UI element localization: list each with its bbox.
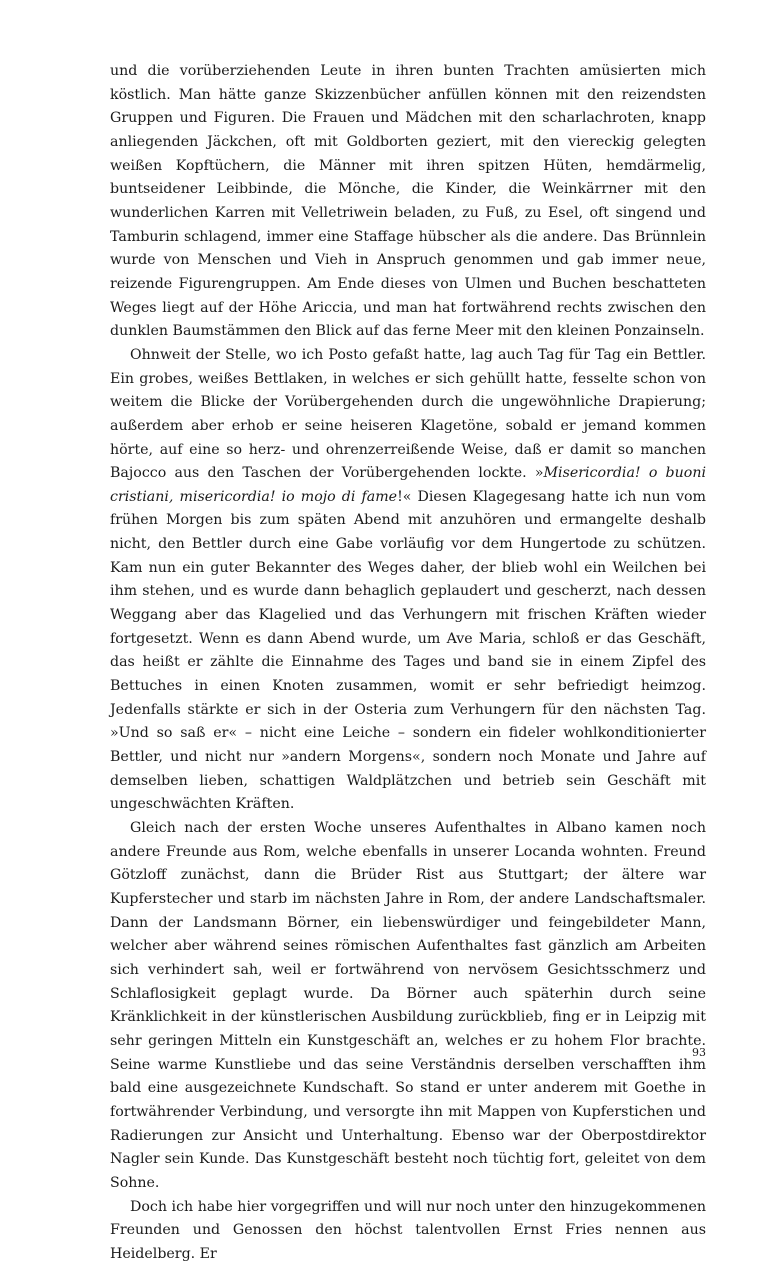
page-number: 93	[660, 1046, 706, 1059]
body-text	[110, 60, 706, 1266]
paragraph-2-text-before: Ohnweit der Stelle, wo ich Posto gefaßt hatte, lag auch Tag für Tag ein Bettler. Ein grobes, weißes Bettlaken, in welches er sich gehüllt hatte, fesselte schon von weitem die Blicke der Vorübergehenden durch die ungewöhnliche Drapierung; außerdem aber erhob er seine heiseren Klagetöne, sobald er jemand kommen hörte, auf eine so herz- und ohrenzerreißende Weise, daß er damit so manchen Bajocco aus den Taschen der Vorübergehenden lockte. »	[110, 347, 706, 481]
paragraph-2	[110, 344, 706, 817]
paragraph-4: Doch ich habe hier vorgegriffen und will nur noch unter den hinzugekommenen Freunden und Genossen den höchst talentvollen Ernst Fries nennen aus Heidelberg. Er	[110, 1196, 706, 1266]
paragraph-1: und die vorüberziehenden Leute in ihren bunten Trachten amüsierten mich köstlich. Man hätte ganze Skizzenbücher anfüllen können mit den reizendsten Gruppen und Figuren. Die Frauen und Mädchen mit den scharlachroten, knapp anliegenden Jäckchen, oft mit Goldborten geziert, mit den viereckig gelegten weißen Kopftüchern, die Männer mit ihren spitzen Hüten, hemdärmelig, buntseidener Leibbinde, die Mönche, die Kinder, die Weinkärrner mit den wunderlichen Karren mit Velletriwein beladen, zu Fuß, zu Esel, oft singend und Tamburin schlagend, immer eine Staffage hübscher als die andere. Das Brünnlein wurde von Menschen und Vieh in Anspruch genommen und gab immer neue, reizende Figurengruppen. Am Ende dieses von Ulmen und Buchen beschatteten Weges liegt auf der Höhe Ariccia, und man hat fortwährend rechts zwischen den dunklen Baumstämmen den Blick auf das ferne Meer mit den kleinen Ponzainseln.	[110, 60, 706, 344]
paragraph-3: Gleich nach der ersten Woche unseres Aufenthaltes in Albano kamen noch andere Freunde aus Rom, welche ebenfalls in unserer Locanda wohnten. Freund Götzloff zunächst, dann die Brüder Rist aus Stuttgart; der ältere war Kupferstecher und starb im nächsten Jahre in Rom, der andere Landschaftsmaler. Dann der Landsmann Börner, ein liebenswürdiger und feingebildeter Mann, welcher aber während seines römischen Aufenthaltes fast gänzlich am Arbeiten sich verhindert sah, weil er fortwährend von nervösem Gesichtsschmerz und Schlaflosigkeit geplagt wurde. Da Börner auch späterhin durch seine Kränklichkeit in der künstlerischen Ausbildung zurückblieb, fing er in Leipzig mit sehr geringen Mitteln ein Kunstgeschäft an, welches er zu hohem Flor brachte. Seine warme Kunstliebe und das seine Verständnis derselben verschafften ihm bald eine ausgezeichnete Kundschaft. So stand er unter anderem mit Goethe in fortwährender Verbindung, und versorgte ihn mit Mappen von Kupferstichen und Radierungen zur Ansicht und Unterhaltung. Ebenso war der Oberpostdirektor Nagler sein Kunde. Das Kunstgeschäft besteht noch tüchtig fort, geleitet von dem Sohne.	[110, 817, 706, 1196]
paragraph-2-italic-quote: Misericordia! o buoni cristiani, misericordia! io mojo di fame	[110, 465, 706, 505]
paragraph-2-text-after: !« Diesen Klagegesang hatte ich nun vom frühen Morgen bis zum späten Abend mit anzuhören und ermangelte deshalb nicht, den Bettler durch eine Gabe vorläufig vor dem Hungertode zu schützen. Kam nun ein guter Bekannter des Weges daher, der blieb wohl ein Weilchen bei ihm stehen, und es wurde dann behaglich geplaudert und gescherzt, nach dessen Weggang aber das Klagelied und das Verhungern mit frischen Kräften wieder fortgesetzt. Wenn es dann Abend wurde, um Ave Maria, schloß er das Geschäft, das heißt er zählte die Einnahme des Tages und band sie in einem Zipfel des Bettuches in einen Knoten zusammen, womit er sehr befriedigt heimzog. Jedenfalls stärkte er sich in der Osteria zum Verhungern für den nächsten Tag. »Und so saß er« – nicht eine Leiche – sondern ein fideler wohlkonditionierter Bettler, und nicht nur »andern Morgens«, sondern noch Monate und Jahre auf demselben lieben, schattigen Waldplätzchen und betrieb sein Geschäft mit ungeschwächten Kräften.	[110, 489, 706, 813]
